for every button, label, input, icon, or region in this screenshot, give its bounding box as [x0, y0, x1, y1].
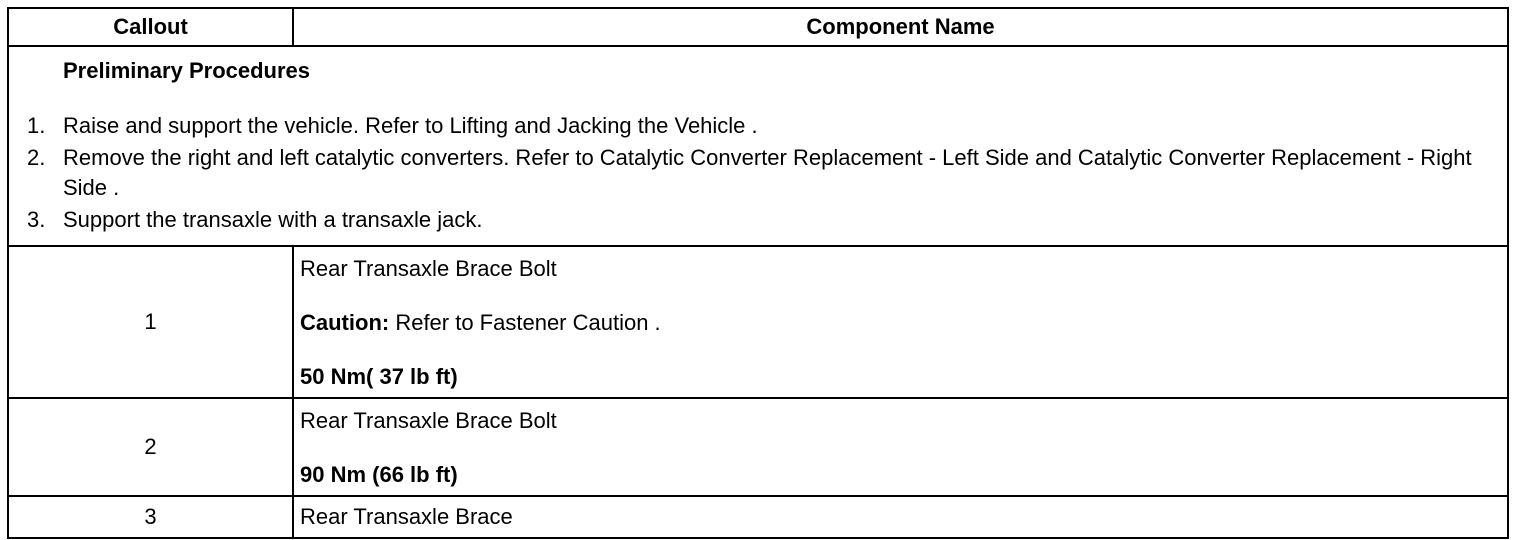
step-text: Remove the right and left catalytic converters. Refer to Catalytic Converter Replacement - Left Side and Catalytic Converter Replacement - Right Side .: [63, 145, 1472, 200]
torque-spec: 90 Nm (66 lb ft): [300, 462, 458, 487]
step-number: 2.: [27, 145, 46, 170]
table-row: [8, 398, 1508, 496]
caution-label: Caution:: [300, 310, 390, 335]
table-header-row: [8, 8, 1508, 46]
list-item: [27, 111, 1497, 141]
component-name: Rear Transaxle Brace: [300, 504, 513, 529]
component-cell: [293, 398, 1508, 496]
step-text: Support the transaxle with a transaxle jack.: [63, 207, 483, 232]
component-cell: [293, 246, 1508, 398]
callout-cell: 2: [8, 398, 293, 496]
table-row: [8, 246, 1508, 398]
header-callout: Callout: [8, 8, 293, 46]
preliminary-row: [8, 46, 1508, 246]
preliminary-steps: [27, 111, 1497, 235]
component-name: Rear Transaxle Brace Bolt: [300, 256, 557, 281]
component-name: Rear Transaxle Brace Bolt: [300, 408, 557, 433]
component-table: [7, 7, 1509, 539]
table-row: [8, 496, 1508, 538]
step-number: 1.: [27, 113, 46, 138]
step-number: 3.: [27, 207, 46, 232]
list-item: [27, 205, 1497, 235]
component-cell: [293, 496, 1508, 538]
header-component-name: Component Name: [293, 8, 1508, 46]
step-text: Raise and support the vehicle. Refer to Lifting and Jacking the Vehicle .: [63, 113, 758, 138]
callout-cell: 3: [8, 496, 293, 538]
list-item: [27, 143, 1497, 203]
document-wrapper: [7, 7, 1507, 539]
caution-line: [300, 309, 1501, 337]
preliminary-cell: [8, 46, 1508, 246]
caution-text: Refer to Fastener Caution .: [389, 310, 661, 335]
torque-spec: 50 Nm( 37 lb ft): [300, 364, 458, 389]
preliminary-title: Preliminary Procedures: [63, 58, 311, 83]
callout-cell: 1: [8, 246, 293, 398]
